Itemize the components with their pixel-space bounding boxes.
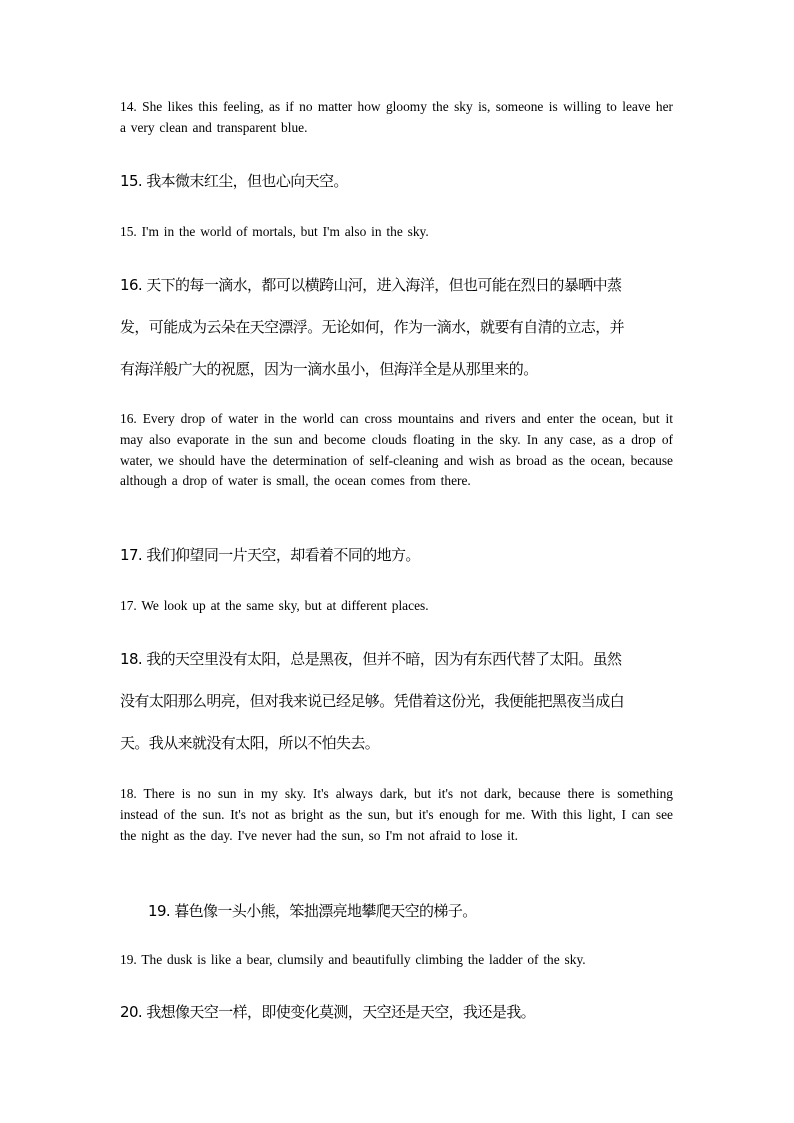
paragraph-19-english: 19. The dusk is like a bear, clumsily and beautifully climbing the ladder of the sky. bbox=[120, 952, 586, 967]
paragraph-17-chinese: 17. 我们仰望同一片天空，却看着不同的地方。 bbox=[120, 546, 420, 564]
paragraph-18-english: 18. There is no sun in my sky. It's always dark, but it's not dark, because there is something instead of the sun. It's not as bright as the sun, but it's enough for me. With this light, I can see the night as the day. I've never had the sun, so I'm not afraid to lose it. bbox=[120, 786, 673, 843]
paragraph-20-chinese: 20. 我想像天空一样，即使变化莫测，天空还是天空，我还是我。 bbox=[120, 1003, 536, 1021]
paragraph-14-english: 14. She likes this feeling, as if no matter how gloomy the sky is, someone is willing to leave her a very clean and transparent blue. bbox=[120, 99, 673, 135]
paragraph-16-chinese-line-1: 16. 天下的每一滴水，都可以横跨山河，进入海洋，但也可能在烈日的暴晒中蒸 bbox=[120, 276, 622, 294]
paragraph-15-english: 15. I'm in the world of mortals, but I'm also in the sky. bbox=[120, 224, 429, 239]
paragraph-17-english: 17. We look up at the same sky, but at different places. bbox=[120, 598, 429, 613]
paragraph-18-chinese-line-2: 没有太阳那么明亮，但对我来说已经足够。凭借着这份光，我便能把黑夜当成白 bbox=[120, 692, 625, 710]
paragraph-16-chinese bbox=[120, 264, 673, 390]
paragraph-15-chinese: 15. 我本微末红尘，但也心向天空。 bbox=[120, 172, 348, 190]
paragraph-16-chinese-line-3: 有海洋般广大的祝愿，因为一滴水虽小，但海洋全是从那里来的。 bbox=[120, 360, 538, 378]
paragraph-18-chinese-line-3: 天。我从来就没有太阳，所以不怕失去。 bbox=[120, 734, 380, 752]
paragraph-16-chinese-line-2: 发，可能成为云朵在天空漂浮。无论如何，作为一滴水，就要有自清的立志，并 bbox=[120, 318, 625, 336]
paragraph-16-english: 16. Every drop of water in the world can cross mountains and rivers and enter the ocean, but it may also evaporate in the sun and become clouds floating in the sky. In any case, as a drop of water, we should have the determination of self-cleaning and wish as broad as the ocean, because although a drop of water is small, the ocean comes from there. bbox=[120, 411, 673, 489]
paragraph-18-chinese-line-1: 18. 我的天空里没有太阳，总是黑夜，但并不暗，因为有东西代替了太阳。虽然 bbox=[120, 650, 622, 668]
paragraph-19-chinese: 19. 暮色像一头小熊，笨拙漂亮地攀爬天空的梯子。 bbox=[148, 902, 477, 920]
paragraph-18-chinese bbox=[120, 638, 673, 764]
